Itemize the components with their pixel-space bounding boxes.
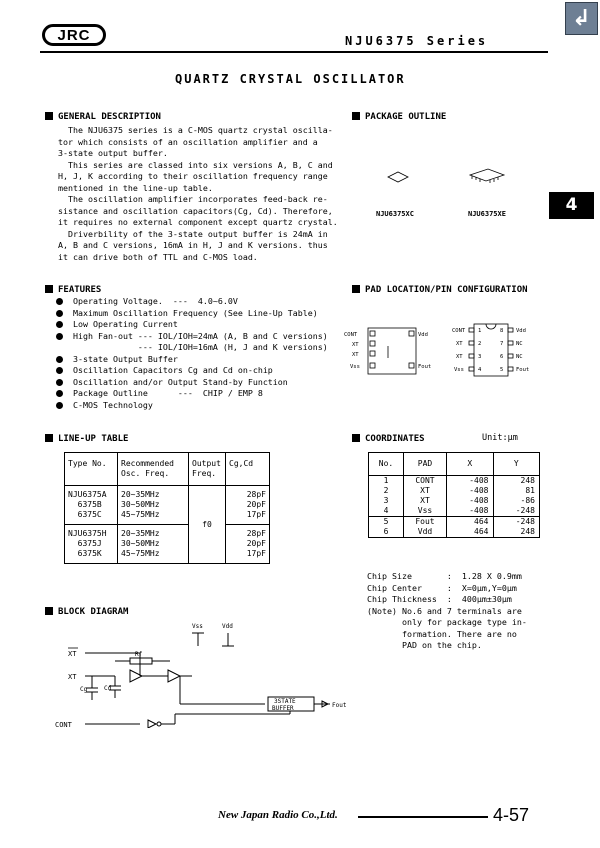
description-line: it requires no external component except quartz crystal. xyxy=(58,217,338,227)
feature-item xyxy=(56,331,328,343)
pad-vss: Vss xyxy=(350,364,360,370)
pin-right-label: NC xyxy=(516,354,523,360)
table-row: 4 Vss -408 -248 xyxy=(369,506,540,517)
type-cell: NJU6375A 6375B 6375C xyxy=(65,486,118,525)
lineup-heading xyxy=(45,434,128,444)
feature-item xyxy=(56,354,328,366)
description-line: H, J, K according to their oscillation frequency range xyxy=(58,171,328,181)
vss-label: Vss xyxy=(192,623,203,630)
feature-text: Oscillation and/or Output Stand-by Function xyxy=(73,376,288,387)
bullet-icon xyxy=(56,321,63,328)
package-drawings xyxy=(380,165,530,195)
note-line: (Note) No.6 and 7 terminals are xyxy=(367,605,522,616)
buffer-label: 3STATE xyxy=(274,698,296,705)
pin-right-label: Fout xyxy=(516,367,530,373)
description-line: tor which consists of an oscillation amplifier and a xyxy=(58,136,318,147)
description-line: sistance and oscillation capacitors(Cg, Cd). Therefore, xyxy=(58,205,333,216)
feature-text: Oscillation Capacitors Cg and Cd on-chip xyxy=(73,365,273,375)
table-row: 3 XT -408 -86 xyxy=(369,496,540,506)
feature-text: --- IOL/IOH=16mA (H, J and K versions) xyxy=(73,342,328,352)
type-cell: NJU6375H 6375J 6375K xyxy=(65,525,118,564)
footer-rule xyxy=(358,816,488,818)
feature-item xyxy=(56,319,328,331)
feature-item xyxy=(56,342,328,354)
general-description-heading xyxy=(45,112,161,122)
feature-item xyxy=(56,296,328,308)
feature-item xyxy=(56,400,328,412)
bullet-icon xyxy=(56,390,63,397)
rf-label: Rf xyxy=(135,651,143,658)
freq-cell: 20~35MHz 30~50MHz 45~75MHz xyxy=(118,525,189,564)
col-output: Output Freq. xyxy=(189,453,226,486)
pin-left-label: Vss xyxy=(454,367,464,373)
pad-location-heading xyxy=(352,285,528,295)
buffer-label-2: BUFFER xyxy=(272,705,294,712)
table-row: 2 XT -408 81 xyxy=(369,486,540,496)
header-rule xyxy=(40,51,548,53)
pin-left-label: XT xyxy=(456,354,463,360)
feature-text: Package Outline --- CHIP / EMP 8 xyxy=(73,388,263,398)
pin-left-label: CONT xyxy=(452,328,466,334)
xt-label: XT xyxy=(68,673,77,681)
chip-package-label: NJU6375XC xyxy=(376,210,414,218)
feature-item xyxy=(56,388,328,400)
feature-text: 3-state Output Buffer xyxy=(73,353,178,364)
features-heading xyxy=(45,285,101,295)
section-heading-text: LINE-UP TABLE xyxy=(58,434,129,444)
col-no: No. xyxy=(369,453,404,476)
feature-text: High Fan-out --- IOL/IOH=24mA (A, B and C versions) xyxy=(73,330,328,341)
bullet-icon xyxy=(56,356,63,363)
section-square-icon xyxy=(45,607,53,615)
note-line: Chip Center : X=0μm,Y=0μm xyxy=(367,582,517,593)
col-y: Y xyxy=(493,453,540,476)
pin-num: 8 xyxy=(500,328,504,334)
note-line: PAD on the chip. xyxy=(367,640,482,650)
emp-package-label: NJU6375XE xyxy=(468,210,506,218)
series-title: NJU6375 Series xyxy=(345,34,489,48)
section-square-icon xyxy=(352,112,360,120)
pad-fout: Fout xyxy=(418,364,432,370)
section-heading-text: COORDINATES xyxy=(365,434,425,444)
pin-num: 2 xyxy=(478,341,482,347)
pad-xt-bar: XT xyxy=(352,342,359,348)
bullet-icon xyxy=(56,298,63,305)
package-outline-heading xyxy=(352,112,446,122)
coordinates-unit: Unit:μm xyxy=(482,433,518,443)
coordinates-table xyxy=(368,452,540,538)
pad-cont: CONT xyxy=(344,332,358,338)
section-heading-text: PACKAGE OUTLINE xyxy=(365,112,447,122)
section-heading-text: FEATURES xyxy=(58,285,102,295)
description-line: The oscillation amplifier incorporates feed-back re- xyxy=(58,194,328,204)
note-line: formation. There are no xyxy=(367,628,517,639)
description-line: The NJU6375 series is a C-MOS quartz crystal oscilla- xyxy=(58,125,333,135)
feature-item xyxy=(56,365,328,377)
return-arrow-icon[interactable]: ↲ xyxy=(565,2,598,35)
pin-right-label: NC xyxy=(516,341,523,347)
table-row: 5 Fout 464 -248 xyxy=(369,517,540,528)
block-diagram-heading xyxy=(45,607,128,617)
features-list xyxy=(56,296,328,411)
chapter-tab: 4 xyxy=(549,192,594,219)
coordinates-notes xyxy=(367,571,527,652)
description-line: This series are classed into six versions A, B, C and xyxy=(58,159,333,170)
description-line: Driverbility of the 3-state output buffer is 24mA in xyxy=(58,228,328,239)
block-diagram xyxy=(50,618,360,728)
coordinates-heading xyxy=(352,434,425,444)
pin-num: 3 xyxy=(478,354,482,360)
cg-label: Cg xyxy=(80,686,88,693)
bullet-icon xyxy=(56,333,63,340)
footer-company: New Japan Radio Co.,Ltd. xyxy=(218,809,338,821)
bullet-icon xyxy=(56,379,63,386)
feature-text: C-MOS Technology xyxy=(73,399,153,410)
col-freq: Recommended Osc. Freq. xyxy=(118,453,189,486)
emp-package-icon xyxy=(470,169,504,181)
freq-cell: 20~35MHz 30~50MHz 45~75MHz xyxy=(118,486,189,525)
section-square-icon xyxy=(45,285,53,293)
description-line: A, B and C versions, 16mA in H, J and K versions. thus xyxy=(58,240,328,250)
vdd-label: Vdd xyxy=(222,623,233,630)
cap-cell: 28pF 20pF 17pF xyxy=(226,525,270,564)
section-square-icon xyxy=(45,434,53,442)
pad-location-diagram xyxy=(342,318,542,380)
section-heading-text: PAD LOCATION/PIN CONFIGURATION xyxy=(365,285,528,295)
page-number: 4-57 xyxy=(493,805,530,825)
pad-xt: XT xyxy=(352,352,359,358)
description-line: mentioned in the line-up table. xyxy=(58,182,213,193)
output-cell: f0 xyxy=(189,486,226,564)
table-row: 1 CONT -408 248 xyxy=(369,476,540,487)
pin-num: 6 xyxy=(500,354,504,360)
lineup-table xyxy=(64,452,270,564)
bullet-icon xyxy=(56,310,63,317)
xt-bar-label: XT xyxy=(68,650,77,658)
note-line: Chip Thickness : 400μm±30μm xyxy=(367,594,512,604)
pin-left-label: XT xyxy=(456,341,463,347)
section-square-icon xyxy=(352,434,360,442)
pin-num: 7 xyxy=(500,341,504,347)
pin-num: 5 xyxy=(500,367,504,373)
pin-right-label: Vdd xyxy=(516,328,526,334)
note-line: only for package type in- xyxy=(367,617,527,627)
feature-item xyxy=(56,377,328,389)
section-square-icon xyxy=(45,112,53,120)
col-cap: Cg,Cd xyxy=(226,453,270,486)
table-header-row xyxy=(369,453,540,476)
chip-package-icon xyxy=(388,172,408,182)
feature-text: Low Operating Current xyxy=(73,319,178,329)
cd-label: Cd xyxy=(104,685,112,692)
feature-text: Maximum Oscillation Frequency (See Line-Up Table) xyxy=(73,307,318,318)
page-title: QUARTZ CRYSTAL OSCILLATOR xyxy=(175,72,406,86)
pin-num: 4 xyxy=(478,367,482,373)
feature-item xyxy=(56,308,328,320)
general-description-body xyxy=(58,125,338,263)
bullet-icon xyxy=(56,367,63,374)
description-line: it can drive both of TTL and C-MOS load. xyxy=(58,251,258,262)
table-header-row xyxy=(65,453,270,486)
cont-label: CONT xyxy=(55,721,72,728)
table-row: 6 Vdd 464 248 xyxy=(369,527,540,538)
section-heading-text: BLOCK DIAGRAM xyxy=(58,607,129,617)
pad-vdd: Vdd xyxy=(418,332,428,338)
jrc-logo: JRC xyxy=(42,24,106,46)
note-line: Chip Size : 1.28 X 0.9mm xyxy=(367,571,522,581)
section-square-icon xyxy=(352,285,360,293)
col-pad: PAD xyxy=(404,453,447,476)
description-line: 3-state output buffer. xyxy=(58,148,168,158)
fout-label: Fout xyxy=(332,702,347,709)
col-type: Type No. xyxy=(65,453,118,486)
col-x: X xyxy=(447,453,494,476)
bullet-icon xyxy=(56,402,63,409)
cap-cell: 28pF 20pF 17pF xyxy=(226,486,270,525)
feature-text: Operating Voltage. --- 4.0~6.0V xyxy=(73,296,238,306)
table-row xyxy=(65,486,270,525)
pin-num: 1 xyxy=(478,328,482,334)
table-row xyxy=(65,525,270,564)
section-heading-text: GENERAL DESCRIPTION xyxy=(58,112,161,122)
